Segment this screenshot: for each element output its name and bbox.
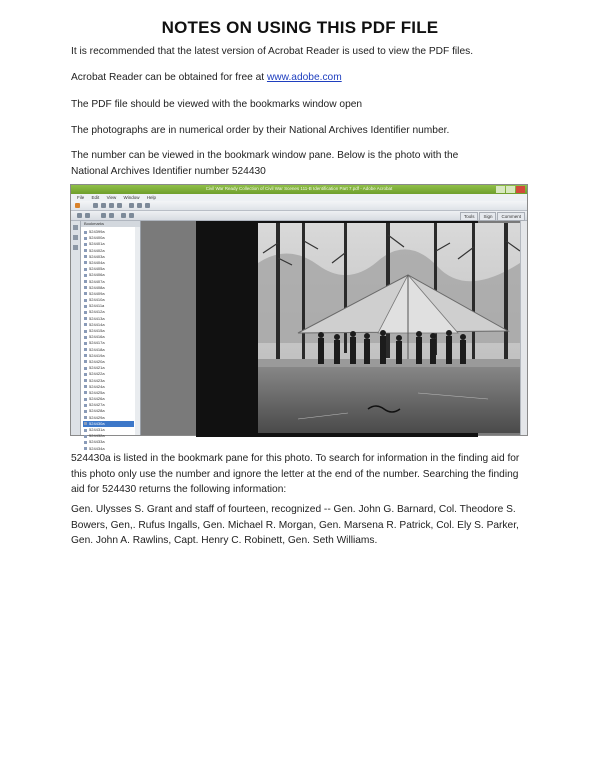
- bookmarks-scrollbar: [135, 227, 140, 435]
- select-icon: [101, 213, 106, 218]
- paragraph-bookmark-pane: [71, 148, 531, 179]
- civil-war-photo: [258, 223, 526, 433]
- paragraph-bookmarks: The PDF file should be viewed with the bookmarks window open: [71, 99, 363, 110]
- comment-icon: [137, 203, 142, 208]
- bookmark-item: 524402a: [83, 248, 134, 254]
- menu-bar: [71, 194, 527, 201]
- viewer-scrollbar: [520, 221, 527, 435]
- bookmark-pane-line-1: The number can be viewed in the bookmark window pane. Below is the photo with the: [71, 150, 459, 161]
- menu-help: Help: [146, 195, 157, 200]
- settings-icon: [129, 203, 134, 208]
- menu-edit: Edit: [91, 195, 100, 200]
- close-icon: [516, 186, 525, 193]
- bookmark-item: 524407a: [83, 279, 134, 285]
- bookmarks-header: Bookmarks: [81, 221, 140, 227]
- photo-page: [196, 221, 478, 437]
- bookmark-item: 524424a: [83, 384, 134, 390]
- bookmark-item: 524403a: [83, 254, 134, 260]
- bookmarks-pane: [81, 221, 141, 451]
- menu-window: Window: [123, 195, 140, 200]
- bookmark-item: 524427a: [83, 402, 134, 408]
- bookmark-item: 524408a: [83, 285, 134, 291]
- bookmark-item: 524419a: [83, 353, 134, 359]
- zoom-in-icon: [129, 213, 134, 218]
- page-title: NOTES ON USING THIS PDF FILE: [161, 18, 439, 37]
- bookmark-item: 524418a: [83, 347, 134, 353]
- bookmark-item: 524404a: [83, 260, 134, 266]
- pages-icon: [73, 225, 78, 230]
- navigation-rail: [71, 221, 81, 435]
- bookmark-item: 524431a: [83, 427, 134, 433]
- navigation-toolbar: [71, 211, 527, 221]
- bookmark-item: 524410a: [83, 297, 134, 303]
- bookmark-icon: [73, 235, 78, 240]
- next-page-icon: [85, 213, 90, 218]
- bookmark-item: 524416a: [83, 334, 134, 340]
- bookmark-item: 524429a: [83, 415, 134, 421]
- bookmark-item: 524425a: [83, 390, 134, 396]
- minimize-icon: [496, 186, 505, 193]
- bookmark-item: 524399a: [83, 229, 134, 235]
- adobe-link[interactable]: www.adobe.com: [266, 72, 342, 83]
- print-icon: [109, 203, 114, 208]
- paragraph-finding-aid: 524430a is listed in the bookmark pane for this photo. To search for information in the finding aid for this photo only use the number and ignore the letter at the end of the number. Searching the finding aid for 524430 returns the following information:: [71, 453, 520, 495]
- prev-page-icon: [77, 213, 82, 218]
- save-icon: [101, 203, 106, 208]
- bookmark-item: 524405a: [83, 266, 134, 272]
- bookmark-item: 524421a: [83, 365, 134, 371]
- window-controls: [496, 186, 525, 193]
- bookmark-item: 524426a: [83, 396, 134, 402]
- bookmark-list: [83, 229, 134, 452]
- window-title: Civil War Ready Collection of Civil War Scenes 111-B Identification Part 7.pdf - Adobe Acrobat: [205, 186, 393, 191]
- menu-view: View: [106, 195, 117, 200]
- maximize-icon: [506, 186, 515, 193]
- task-panes: [460, 212, 525, 221]
- bookmark-item: 524430a: [83, 421, 134, 427]
- bookmark-item: 524401a: [83, 241, 134, 247]
- hand-icon: [109, 213, 114, 218]
- bookmark-item: 524414a: [83, 322, 134, 328]
- open-icon: [93, 203, 98, 208]
- menu-file: File: [77, 195, 85, 200]
- bookmark-item: 524409a: [83, 291, 134, 297]
- sign-button: Sign: [479, 212, 496, 221]
- bookmark-item: 524420a: [83, 359, 134, 365]
- paragraph-acrobat-version: It is recommended that the latest version of Acrobat Reader is used to view the PDF files.: [71, 46, 474, 57]
- paragraph-staff-list: Gen. Ulysses S. Grant and staff of fourteen, recognized -- Gen. John G. Barnard, Col. Theodore S. Bowers, Gen,. Rufus Ingalls, Gen. Michael R. Morgan, Gen. Marsena R. Patrick, Col. Ely S. Parker, Gen. John A. Rawlins, Capt. Henry C. Robinett, Gen. Seth Williams.: [71, 504, 519, 546]
- bookmark-item: 524411a: [83, 303, 134, 309]
- bookmark-item: 524406a: [83, 272, 134, 278]
- bookmark-item: 524422a: [83, 371, 134, 377]
- paragraph-numerical-order: The photographs are in numerical order by their National Archives Identifier number.: [71, 125, 450, 136]
- bookmark-item: 524433a: [83, 439, 134, 445]
- bookmark-item: 524413a: [83, 316, 134, 322]
- bookmark-item: 524400a: [83, 235, 134, 241]
- bookmark-item: 524434a: [83, 446, 134, 452]
- acrobat-screenshot: [70, 184, 528, 451]
- zoom-out-icon: [121, 213, 126, 218]
- tools-button: Tools: [460, 212, 479, 221]
- window-titlebar: [71, 185, 527, 194]
- main-toolbar: [71, 201, 527, 211]
- download-text: Acrobat Reader can be obtained for free at: [71, 72, 267, 83]
- document-viewer: [141, 221, 527, 435]
- create-icon: [75, 203, 80, 208]
- bookmark-item: 524412a: [83, 309, 134, 315]
- bookmark-item: 524432a: [83, 433, 134, 439]
- paragraph-acrobat-download: [71, 70, 531, 86]
- email-icon: [117, 203, 122, 208]
- bookmark-item: 524428a: [83, 408, 134, 414]
- comment-button: Comment: [497, 212, 525, 221]
- attachment-icon: [73, 245, 78, 250]
- bookmark-item: 524423a: [83, 378, 134, 384]
- bookmark-item: 524417a: [83, 340, 134, 346]
- bookmark-item: 524415a: [83, 328, 134, 334]
- highlight-icon: [145, 203, 150, 208]
- bookmark-pane-line-2: National Archives Identifier number 524430: [71, 165, 266, 177]
